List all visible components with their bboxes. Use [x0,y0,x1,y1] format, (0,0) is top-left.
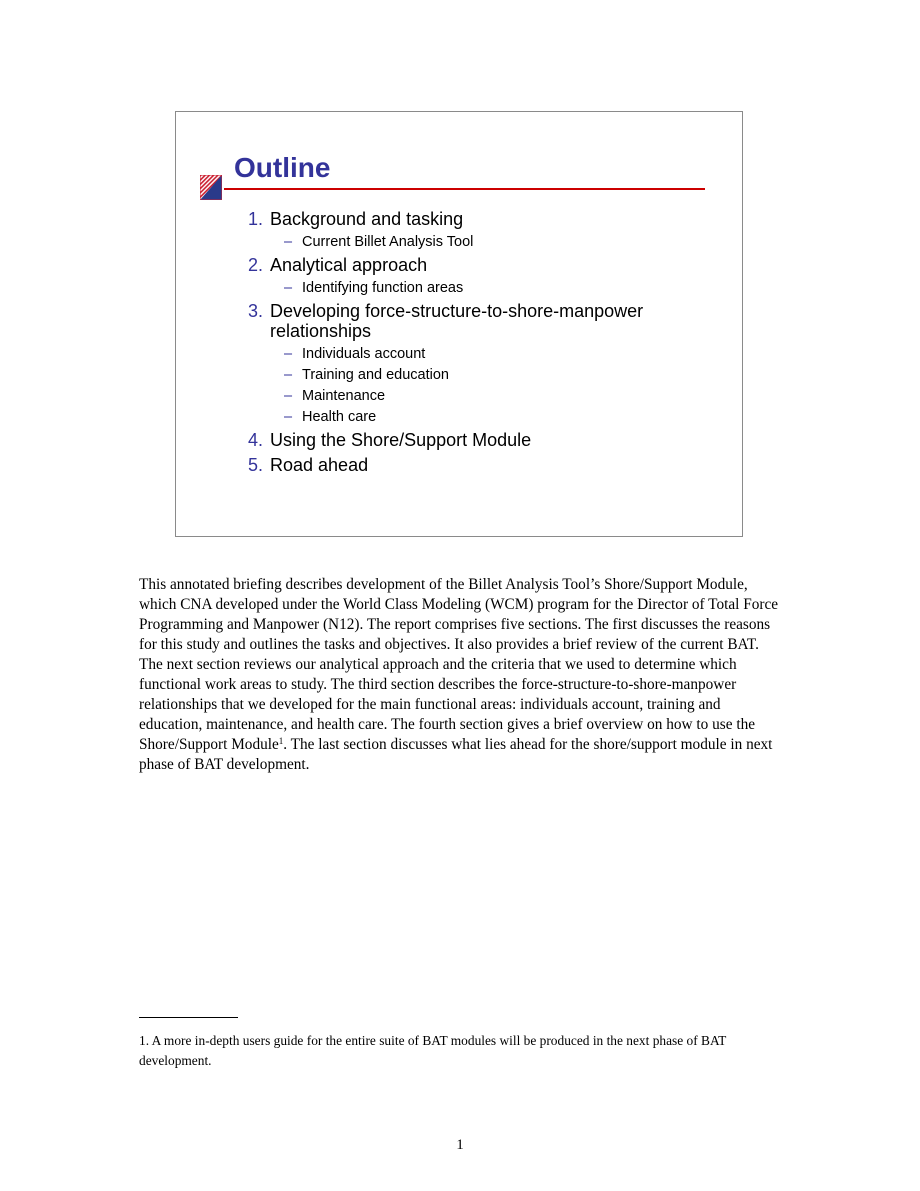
outline-item-text: Road ahead [270,455,369,475]
slide-title: Outline [234,152,331,183]
outline-subitem [284,408,376,426]
outline-subitem-text: Identifying function areas [302,280,464,296]
outline-item-2 [248,255,690,275]
dash-glyph: – [284,409,293,425]
dash-glyph: – [284,234,293,250]
footnote-marker[interactable]: 1 [278,736,284,746]
outline-subitem-text: Training and education [302,367,449,383]
page-number: 1 [456,1137,464,1153]
outline-subitem [284,387,385,405]
footnote-separator [139,1017,238,1018]
outline-item-number: 5. [248,455,264,475]
outline-subitem-text: Health care [302,409,377,425]
dash-glyph: – [284,346,293,362]
outline-item-4 [248,430,690,450]
outline-item-text: Analytical approach [270,255,428,275]
outline-item-text: Developing force-structure-to-shore-manpower relationships [270,301,644,341]
outline-list [176,112,742,536]
dash-glyph: – [284,280,293,296]
outline-item-text: Using the Shore/Support Module [270,430,532,450]
outline-item-text: Background and tasking [270,209,464,229]
outline-item-5 [248,455,690,475]
outline-subitem [284,345,425,363]
dash-glyph: – [284,367,293,383]
outline-subitem [284,279,463,297]
outline-item-number: 4. [248,430,264,450]
outline-item-1 [248,209,690,229]
outline-item-number: 3. [248,301,264,321]
slide-frame [175,111,743,537]
outline-subitem-text: Current Billet Analysis Tool [302,234,474,250]
outline-subitem-text: Individuals account [302,346,426,362]
outline-subitem-text: Maintenance [302,388,386,404]
outline-item-number: 1. [248,209,264,229]
body-paragraph [139,575,784,775]
footnote-text: 1. A more in-depth users guide for the entire suite of BAT modules will be produced in the next phase of BAT development. [139,1033,727,1068]
outline-item-3 [248,301,690,341]
dash-glyph: – [284,388,293,404]
body-text-tail: . The last section discusses what lies ahead for the shore/support module in next phase of BAT development. [139,736,773,773]
body-text-main: This annotated briefing describes development of the Billet Analysis Tool’s Shore/Support Module, which CNA developed under the World Class Modeling (WCM) program for the Director of Total Force Programming and Manpower (N12). The report comprises five sections. The first discusses the reasons for this study and outlines the tasks and objectives. It also provides a brief review of the current BAT. The next section reviews our analytical approach and the criteria that we used to determine which functional work areas to study. The third section describes the force-structure-to-shore-manpower relationships that we developed for the main functional areas: individuals account, training and education, maintenance, and health care. The fourth section gives a brief overview on how to use the Shore/Support Module [139,576,779,753]
outline-item-number: 2. [248,255,264,275]
outline-subitem [284,233,473,251]
outline-subitem [284,366,449,384]
